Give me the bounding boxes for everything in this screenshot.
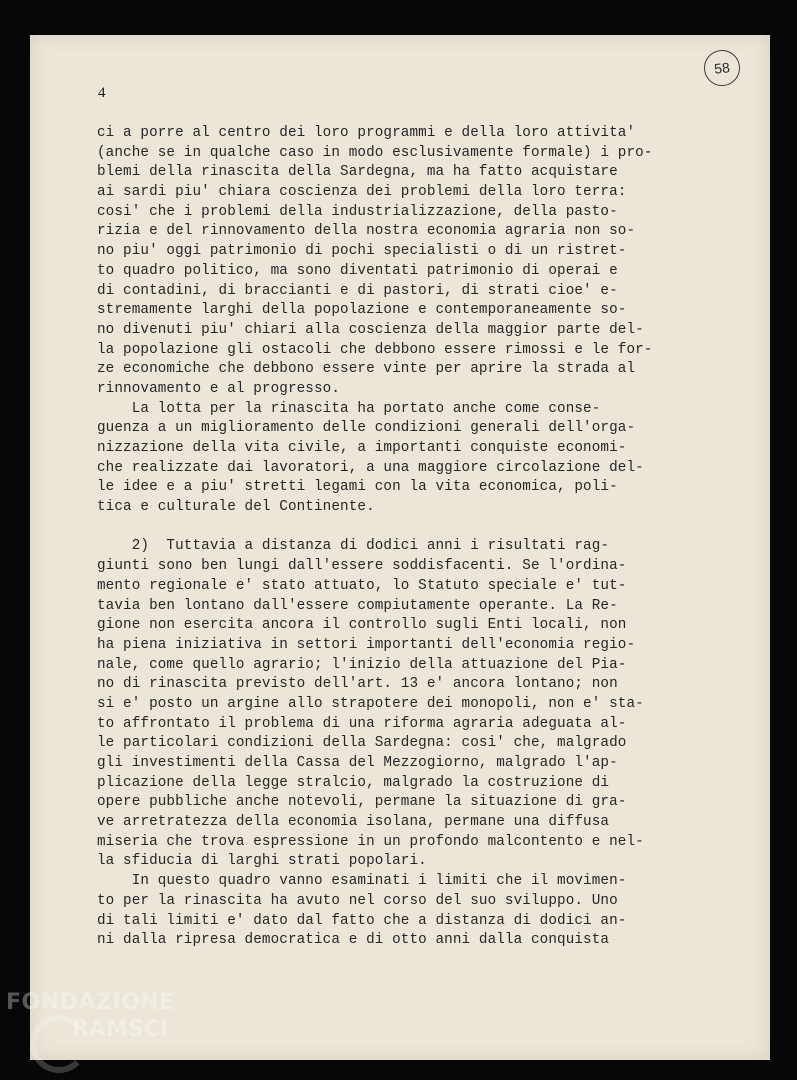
text-line: La lotta per la rinascita ha portato anche come conse- — [97, 400, 601, 417]
text-line: to per la rinascita ha avuto nel corso del suo sviluppo. Uno — [97, 892, 618, 909]
text-line: le particolari condizioni della Sardegna: cosi' che, malgrado — [97, 735, 627, 752]
text-line: stremamente larghi della popolazione e contemporaneamente so- — [97, 302, 627, 319]
text-line: cosi' che i problemi della industrializzazione, della pasto- — [97, 203, 618, 220]
text-line: tavia ben lontano dall'essere compiutamente operante. La Re- — [97, 597, 618, 614]
text-line: no divenuti piu' chiari alla coscienza della maggior parte del- — [97, 321, 644, 338]
text-line: ai sardi piu' chiara coscienza dei problemi della loro terra: — [97, 184, 627, 201]
text-line: to affrontato il problema di una riforma agraria adeguata al- — [97, 715, 627, 732]
watermark-line-1: FONDAZIONE — [6, 990, 175, 1015]
text-line: tica e culturale del Continente. — [97, 499, 375, 516]
text-line: ci a porre al centro dei loro programmi e della loro attivita' — [97, 125, 636, 141]
text-line: le idee e a piu' stretti legami con la vita economica, poli- — [97, 479, 618, 496]
text-line: to quadro politico, ma sono diventati patrimonio di operai e — [97, 262, 618, 279]
text-line: la popolazione gli ostacoli che debbono essere rimossi e le for- — [97, 341, 653, 358]
text-line: la sfiducia di larghi strati popolari. — [97, 853, 427, 870]
watermark-line-2: RAMSCI — [72, 1017, 169, 1042]
text-line: si e' posto un argine allo strapotere dei monopoli, non e' sta- — [97, 695, 644, 712]
text-line: gli investimenti della Cassa del Mezzogiorno, malgrado l'ap- — [97, 755, 618, 771]
text-line: che realizzate dai lavoratori, a una maggiore circolazione del- — [97, 459, 644, 476]
watermark — [6, 990, 175, 1042]
text-line: (anche se in qualche caso in modo esclusivamente formale) i pro- — [97, 144, 653, 161]
text-line: 2) Tuttavia a distanza di dodici anni i risultati rag- — [97, 538, 610, 555]
text-line: di contadini, di braccianti e di pastori, di strati cioe' e- — [97, 282, 618, 299]
text-line: gione non esercita ancora il controllo sugli Enti locali, non — [97, 617, 627, 634]
text-line: ve arretratezza della economia isolana, permane una diffusa — [97, 814, 610, 831]
text-line: guenza a un miglioramento delle condizioni generali dell'orga- — [97, 420, 636, 437]
text-line: nale, come quello agrario; l'inizio della attuazione del Pia- — [97, 656, 627, 673]
text-line: rizia e del rinnovamento della nostra economia agraria non so- — [97, 223, 636, 240]
paragraph-gap — [97, 518, 709, 538]
text-line: ni dalla ripresa democratica e di otto anni dalla conquista — [97, 932, 610, 949]
text-line: nizzazione della vita civile, a importanti conquiste economi- — [97, 440, 627, 456]
text-line: opere pubbliche anche notevoli, permane la situazione di gra- — [97, 794, 627, 811]
text-line: plicazione della legge stralcio, malgrado la costruzione di — [97, 774, 610, 791]
text-line: mento regionale e' stato attuato, lo Statuto speciale e' tut- — [97, 577, 627, 594]
archive-stamp: 58 — [702, 48, 742, 88]
text-line: ze economiche che debbono essere vinte per aprire la strada al — [97, 361, 636, 378]
text-line: In questo quadro vanno esaminati i limiti che il movimen- — [97, 873, 627, 890]
text-line: blemi della rinascita della Sardegna, ma ha fatto acquistare — [97, 164, 618, 181]
body-text — [97, 124, 709, 951]
text-line: giunti sono ben lungi dall'essere soddisfacenti. Se l'ordina- — [97, 558, 627, 575]
text-line: no piu' oggi patrimonio di pochi specialisti o di un ristret- — [97, 243, 627, 260]
page-number: 4 — [98, 85, 106, 101]
text-line: no di rinascita previsto dell'art. 13 e' ancora lontano; non — [97, 676, 618, 693]
text-line: di tali limiti e' dato dal fatto che a distanza di dodici an- — [97, 912, 627, 929]
text-line: rinnovamento e al progresso. — [97, 380, 341, 397]
text-line: ha piena iniziativa in settori importanti dell'economia regio- — [97, 636, 636, 653]
text-line: miseria che trova espressione in un profondo malcontento e nel- — [97, 833, 644, 850]
